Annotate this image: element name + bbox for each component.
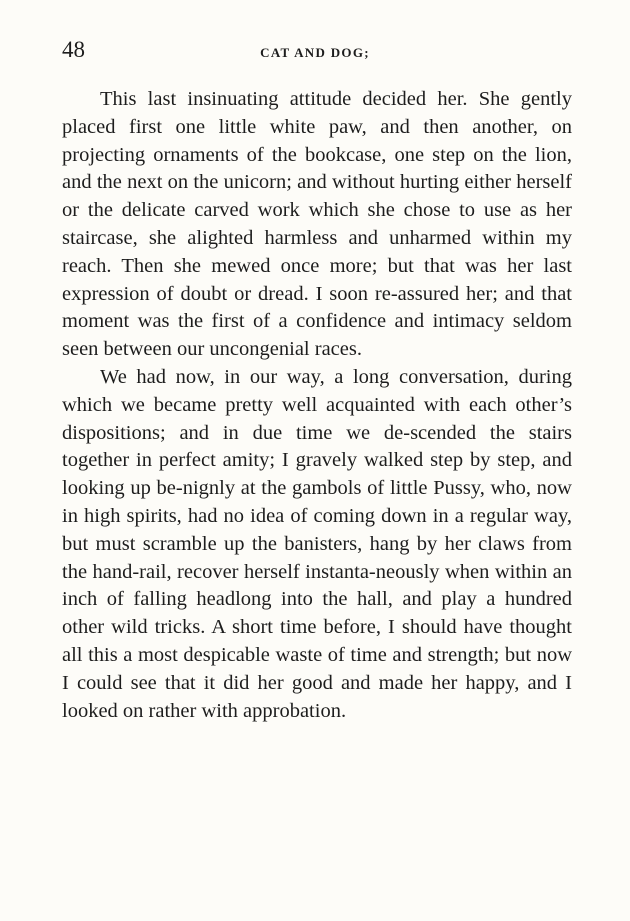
body-text <box>62 86 572 725</box>
paragraph: This last insinuating attitude decided her. She gently placed first one little white paw, and then another, on projecting ornaments of the bookcase, one step on the lion, and the next on the unicorn; and without hurting either herself or the delicate carved work which she chose to use as her staircase, she alighted harmless and unharmed within my reach. Then she mewed once more; but that was her last expression of doubt or dread. I soon re-assured her; and that moment was the first of a confidence and intimacy seldom seen between our uncongenial races. <box>62 88 572 361</box>
paragraph: We had now, in our way, a long conversation, during which we became pretty well acquainted with each other’s dispositions; and in due time we de-scended the stairs together in perfect amity; I gravely walked step by step, and looking up be-nignly at the gambols of little Pussy, who, now in high spirits, had no idea of coming down in a regular way, but must scramble up the banisters, hang by her claws from the hand-rail, recover herself instanta-neously when within an inch of falling headlong into the hall, and play a hundred other wild tricks. A short time before, I should have thought all this a most despicable waste of time and strength; but now I could see that it did her good and made her happy, and I looked on rather with approbation. <box>62 365 572 722</box>
running-head: CAT AND DOG; <box>260 45 370 60</box>
page-number: 48 <box>62 37 85 62</box>
